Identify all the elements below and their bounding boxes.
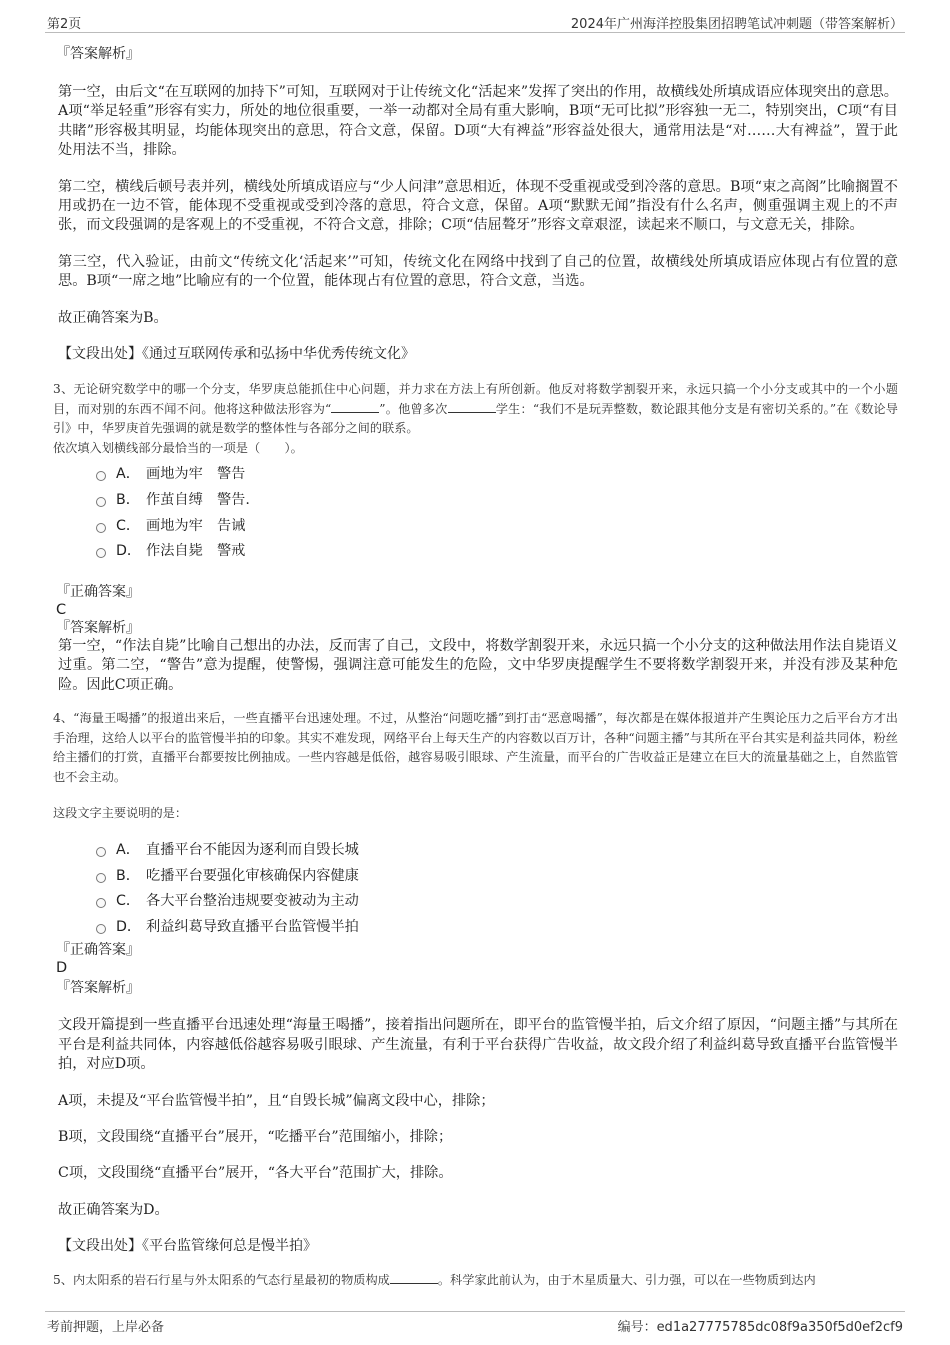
q3-option-c[interactable] bbox=[96, 514, 898, 540]
option-label: B． bbox=[116, 867, 140, 884]
q4-analysis-paragraph: 文段开篇提到一些直播平台迅速处理“海量王喝播”，接着指出问题所在，即平台的监管慢半拍，后文介绍了原因，“问题主播”与其所在平台是利益共同体，内容越低俗越容易吸引眼球、产生流量，有利于平台获得广告收益，故文段介绍了利益纠葛导致直播平台监管慢半拍，对应D项。 bbox=[58, 1017, 898, 1073]
q3-answer-heading: 『正确答案』 bbox=[56, 583, 140, 600]
q4-stem: 4、“海量王喝播”的报道出来后，一些直播平台迅速处理。不过，从整治“问题吃播”到打击“恶意喝播”，每次都是在媒体报道并产生舆论压力之后平台方才出手治理，这给人以平台的监管慢半拍的印象。其实不难发现，网络平台上每天生产的内容数以百万计，各种“问题主播”与其所在平台其实是利益共同体，粉丝给主播们的打赏，直播平台都要按比例抽成。一些内容越是低俗，越容易吸引眼球、产生流量，而平台的广告收益正是建立在巨大的流量基础之上，自然监管也不会主动。 bbox=[53, 711, 898, 784]
q4-option-c[interactable] bbox=[96, 889, 898, 915]
radio-icon[interactable] bbox=[96, 924, 106, 934]
q2-source: 【文段出处】《通过互联网传承和弘扬中华优秀传统文化》 bbox=[58, 346, 415, 363]
q3-analysis: 第一空，“作法自毙”比喻自己想出的办法，反而害了自己，文段中，将数学割裂开来，永远只搞一个小分支的这种做法用作法自毙语义过重。第二空，“警告”意为提醒，使警惕，强调注意可能发生的危险，文中华罗庚提醒学生不要将数学割裂开来，并没有涉及某种危险。因此C项正确。 bbox=[58, 637, 898, 693]
radio-icon[interactable] bbox=[96, 898, 106, 908]
option-label: D． bbox=[116, 543, 142, 560]
option-label: C． bbox=[116, 893, 141, 910]
option-label: A． bbox=[116, 842, 140, 858]
q3-option-b[interactable] bbox=[96, 488, 898, 514]
footer-slogan: 考前押题，上岸必备 bbox=[47, 1320, 165, 1335]
q4-option-b[interactable] bbox=[96, 864, 898, 890]
q5-stem-part: 5、内太阳系的岩石行星与外太阳系的气态行星最初的物质构成 bbox=[53, 1273, 390, 1288]
q2-conclusion: 故正确答案为B。 bbox=[58, 309, 168, 326]
q4-analysis-paragraph: B项，文段围绕“直播平台”展开，“吃播平台”范围缩小，排除； bbox=[58, 1129, 453, 1145]
q4-option-a[interactable] bbox=[96, 838, 898, 864]
q2-analysis-paragraph: 第三空，代入验证，由前文“传统文化‘活起来’”可知，传统文化在网络中找到了自己的位置，故横线处所填成语应体现占有位置的意思。B项“一席之地”比喻应有的一个位置，能体现占有位置的意思，符合文意，当选。 bbox=[58, 253, 898, 290]
option-text: 作法自毙 警戒 bbox=[146, 543, 246, 560]
q4-answer-heading: 『正确答案』 bbox=[56, 942, 140, 959]
page-header bbox=[45, 10, 905, 33]
q3-options bbox=[96, 462, 898, 564]
option-label: A． bbox=[116, 466, 140, 483]
page-footer bbox=[45, 1311, 905, 1338]
q4-analysis-paragraph: A项，未提及“平台监管慢半拍”，且“自毁长城”偏离文段中心，排除； bbox=[58, 1092, 495, 1109]
q4-answer: D bbox=[56, 960, 68, 977]
option-text: 作茧自缚 警告. bbox=[146, 492, 250, 509]
blank-line bbox=[390, 1271, 438, 1284]
q3-option-a[interactable] bbox=[96, 462, 898, 488]
q4-analysis-heading: 『答案解析』 bbox=[56, 980, 140, 997]
radio-icon[interactable] bbox=[96, 847, 106, 857]
page-number: 第2页 bbox=[47, 17, 82, 32]
q3-answer: C bbox=[56, 601, 67, 618]
q3-analysis-heading: 『答案解析』 bbox=[56, 619, 140, 636]
document-code: 编号：ed1a27775785dc08f9a350f5d0ef2cf9 bbox=[617, 1320, 903, 1335]
radio-icon[interactable] bbox=[96, 471, 106, 481]
blank-line bbox=[448, 400, 496, 413]
radio-icon[interactable] bbox=[96, 523, 106, 533]
document-body bbox=[53, 46, 898, 1291]
q4-analysis-paragraph: C项，文段围绕“直播平台”展开，“各大平台”范围扩大，排除。 bbox=[58, 1165, 453, 1182]
radio-icon[interactable] bbox=[96, 497, 106, 507]
q2-analysis-paragraph: 第一空，由后文“在互联网的加持下”可知，互联网对于让传统文化“活起来”发挥了突出的作用，故横线处所填成语应体现突出的意思。A项“举足轻重”形容有实力，所处的地位很重要，一举一动都对全局有重大影响，B项“无可比拟”形容独一无二，特别突出，C项“有目共睹”形容极其明显，均能体现突出的意思，符合文意，保留。D项“大有裨益”形容益处很大，通常用法是“对……大有裨益”，置于此处用法不当，排除。 bbox=[58, 84, 898, 159]
q5-stem-part: 。科学家此前认为，由于木星质量大、引力强，可以在一些物质到达内 bbox=[437, 1273, 816, 1288]
q4-option-d[interactable] bbox=[96, 915, 898, 941]
option-text: 各大平台整治违规要变被动为主动 bbox=[146, 893, 359, 910]
q3-stem-part: 3、无论研究数学中的哪一个分支，华罗庚总能抓住中心问题，并力求在方法上有所创新。他反对将数学割裂开来，永远只搞一个小分支或其中的一个小题目，而对别的东西不闻不问。他将这种做法形容为“ bbox=[53, 382, 898, 416]
option-text: 画地为牢 告诫 bbox=[146, 517, 246, 534]
q4-prompt: 这段文字主要说明的是： bbox=[53, 806, 188, 821]
q5-stem bbox=[53, 1271, 898, 1291]
option-text: 直播平台不能因为逐利而自毁长城 bbox=[146, 842, 359, 858]
q3-stem-part: 学生：“我们不是玩弄整数，数论跟其他分支是有密切关系的。”在《数论导引》中，华罗庚首先强调的就是数学的整体性与各部分之间的联系。 bbox=[53, 401, 898, 436]
q2-analysis-paragraph: 第二空，横线后顿号表并列，横线处所填成语应与“少人问津”意思相近，体现不受重视或受到冷落的意思。B项“束之高阁”比喻搁置不用或扔在一边不管，能体现不受重视或受到冷落的意思，符合文意，保留。A项“默默无闻”指没有什么名声，侧重强调主观上的不声张，而文段强调的是客观上的不受重视，不符合文意，排除；C项“佶屈聱牙”形容文章艰涩，读起来不顺口，与文意无关，排除。 bbox=[58, 178, 898, 234]
option-text: 利益纠葛导致直播平台监管慢半拍 bbox=[146, 918, 359, 935]
q4-conclusion: 故正确答案为D。 bbox=[58, 1201, 169, 1218]
q2-analysis-heading: 『答案解析』 bbox=[56, 46, 140, 62]
q3-stem-part: ”。他曾多次 bbox=[379, 401, 448, 416]
option-label: D． bbox=[116, 918, 142, 935]
q4-options bbox=[96, 838, 898, 940]
radio-icon[interactable] bbox=[96, 873, 106, 883]
blank-line bbox=[331, 400, 379, 413]
q3-stem bbox=[53, 380, 898, 439]
option-text: 画地为牢 警告 bbox=[146, 466, 246, 483]
radio-icon[interactable] bbox=[96, 548, 106, 558]
option-text: 吃播平台要强化审核确保内容健康 bbox=[146, 867, 359, 884]
option-label: B． bbox=[116, 492, 140, 509]
q3-option-d[interactable] bbox=[96, 539, 898, 565]
option-label: C． bbox=[116, 517, 141, 534]
document-title: 2024年广州海洋控股集团招聘笔试冲刺题（带答案解析） bbox=[570, 17, 903, 32]
q3-prompt: 依次填入划横线部分最恰当的一项是（ ）。 bbox=[53, 440, 303, 455]
q4-source: 【文段出处】《平台监管缘何总是慢半拍》 bbox=[58, 1238, 317, 1255]
